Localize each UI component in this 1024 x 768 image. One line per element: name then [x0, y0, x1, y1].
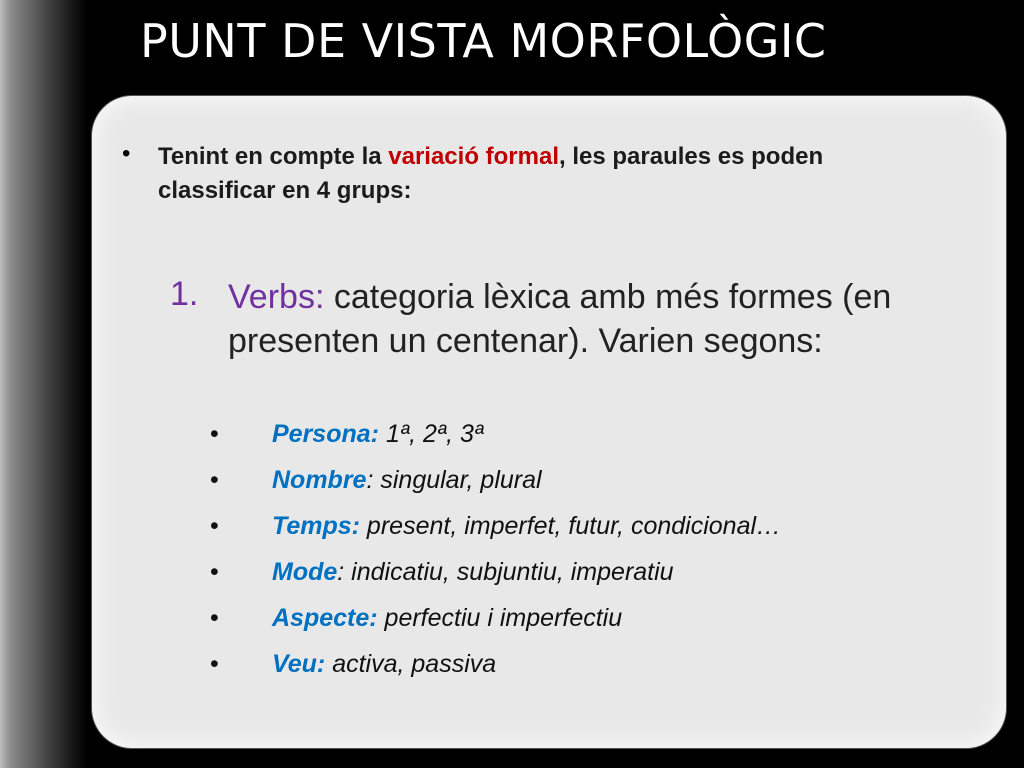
list-item-value: perfectiu i imperfectiu — [377, 604, 623, 632]
list-item — [210, 644, 950, 690]
list-item-value: : singular, plural — [366, 466, 542, 494]
verbs-description: categoria lèxica amb més formes (en presenten un centenar). Varien segons: — [228, 278, 892, 360]
intro-text-before: Tenint en compte la — [158, 143, 389, 170]
verb-properties-list — [210, 414, 950, 690]
list-item — [210, 460, 950, 506]
verbs-term: Verbs: — [228, 278, 325, 316]
bullet-icon: • — [210, 558, 219, 586]
list-item-term: Aspecte: — [272, 604, 378, 632]
list-item — [210, 598, 950, 644]
intro-highlight-term: variació formal — [388, 143, 559, 170]
list-item-value: 1ª, 2ª, 3ª — [385, 420, 484, 448]
list-item — [210, 552, 950, 598]
list-item — [210, 414, 950, 460]
list-item-text — [272, 506, 781, 546]
bullet-icon: • — [210, 650, 219, 678]
intro-bullet: • — [122, 140, 131, 167]
verbs-paragraph — [228, 275, 948, 363]
list-item-term: Veu: — [272, 650, 326, 678]
list-item — [210, 506, 950, 552]
bullet-icon: • — [210, 604, 219, 632]
bullet-icon: • — [210, 512, 219, 540]
intro-paragraph — [158, 140, 918, 208]
bullet-icon: • — [210, 420, 219, 448]
list-item-text — [272, 414, 483, 454]
list-item-text — [272, 644, 496, 684]
list-item-text — [272, 552, 674, 592]
list-item-value: present, imperfet, futur, condicional… — [359, 512, 782, 540]
list-item-term: Persona: — [272, 420, 386, 448]
intro-text-after: , les paraules es poden classificar en 4 grups: — [158, 143, 824, 204]
list-item-term: Temps: — [272, 512, 360, 540]
list-item-value: : indicatiu, subjuntiu, imperatiu — [337, 558, 674, 586]
list-item-text — [272, 598, 622, 638]
list-number: 1. — [170, 275, 199, 313]
list-item-term: Mode — [272, 558, 338, 586]
slide-title: PUNT DE VISTA MORFOLÒGIC — [140, 14, 827, 68]
bullet-icon: • — [210, 466, 219, 494]
list-item-text — [272, 460, 542, 500]
side-gradient-band — [0, 0, 88, 768]
list-item-term: Nombre — [272, 466, 367, 494]
list-item-value: activa, passiva — [325, 650, 497, 678]
